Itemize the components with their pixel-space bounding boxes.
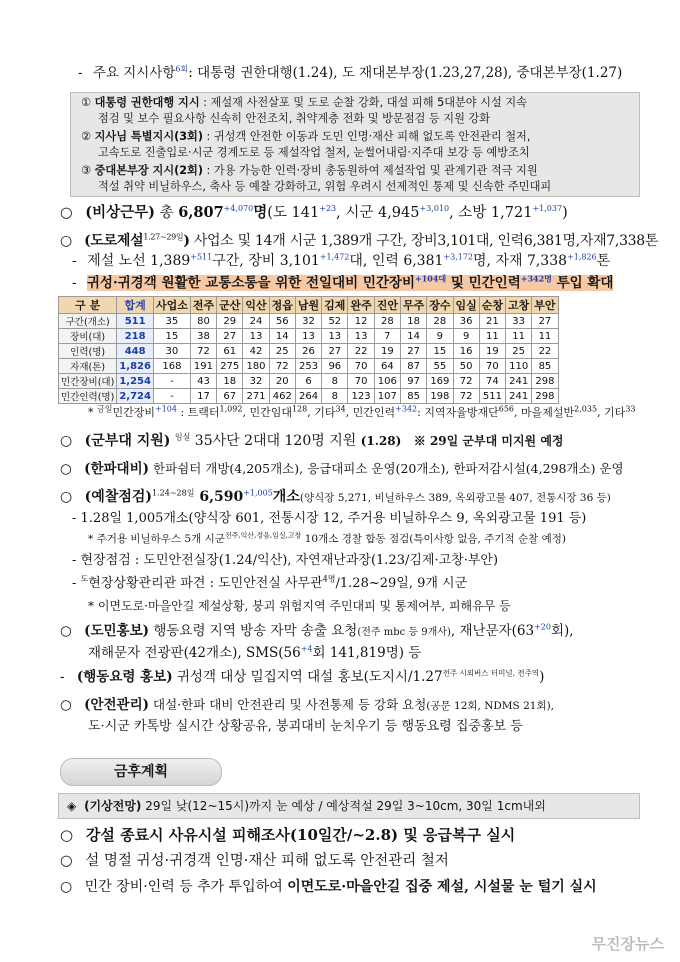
army-label: (군부대 지원) xyxy=(84,433,171,449)
footnote-text: : 지역자율방재단 xyxy=(417,406,499,419)
table-cell: 80 xyxy=(190,314,216,329)
table-cell: - xyxy=(153,389,190,404)
table-cell: 22 xyxy=(532,344,558,359)
table-cell: 32 xyxy=(295,314,321,329)
table-cell: 74 xyxy=(479,374,505,389)
total-cell: 1,254 xyxy=(117,374,154,389)
table-row xyxy=(59,329,559,344)
safety-line2: 도·시군 카톡방 실시간 상황공유, 붕괴대비 눈치우기 등 행동요령 집중홍보 등 xyxy=(88,719,523,734)
table-cell: 9 xyxy=(427,329,453,344)
table-cell: 13 xyxy=(322,329,348,344)
patrol-sub3-note: * 이면도로·마을안길 제설상황, 붕괴 위험지역 주민대피 및 통제여부, 피해유무 등 xyxy=(88,599,511,613)
sub3-text: 현장상황관리관 파견 : 도민안전실 사무관 xyxy=(88,576,323,591)
patrol-sub3 xyxy=(72,575,467,593)
table-cell: 18 xyxy=(400,314,426,329)
road-delta: +1,826 xyxy=(567,252,597,262)
note-text: * 주거용 비닐하우스 5개 시군 xyxy=(88,533,225,545)
table-cell: 180 xyxy=(243,359,269,374)
patrol-sub2: - 현장점검 : 도민안전실장(1.24/익산), 자연재난과장(1.23/김제·고창·부안) xyxy=(72,553,499,568)
table-cell: 30 xyxy=(153,344,190,359)
total-cell: 448 xyxy=(117,344,154,359)
safety-line xyxy=(60,696,554,715)
table-row xyxy=(59,389,559,404)
table-cell: 191 xyxy=(190,359,216,374)
future-text-bold: 이면도로·마을안길 집중 제설, 시설물 눈 털기 실시 xyxy=(287,879,597,895)
conduct-text: 귀성객 대상 밀집지역 대설 홍보(도지시/1.27 xyxy=(172,669,443,685)
highlight-delta: +342명 xyxy=(520,273,552,284)
directives-label: 주요 지시사항 xyxy=(92,65,176,81)
directive-text: : 제설재 사전살포 및 도로 순찰 강화, 대설 피해 5대분야 시설 지속 xyxy=(199,96,527,109)
road-delta: +1,472 xyxy=(319,252,350,262)
bullet: ○ xyxy=(60,879,73,895)
table-cell: 85 xyxy=(532,359,558,374)
table-cell: 11 xyxy=(479,329,505,344)
detail-delta: +1,037 xyxy=(532,204,563,214)
bullet: ○ xyxy=(60,233,72,249)
footnote-text: , 민간임대 xyxy=(242,406,292,419)
footnote-sup: 128 xyxy=(291,404,308,414)
table-cell: 42 xyxy=(243,344,269,359)
patrol-sub1-note xyxy=(88,530,566,548)
conduct-line xyxy=(60,668,544,686)
table-cell: 35 xyxy=(153,314,190,329)
bullet: ○ xyxy=(60,853,73,869)
diamond-icon: ◈ xyxy=(67,799,77,813)
bullet: - xyxy=(72,275,77,291)
table-cell: 70 xyxy=(348,359,374,374)
bullet: ○ xyxy=(60,461,72,477)
bullet: ○ xyxy=(60,623,72,639)
table-cell: 19 xyxy=(374,344,400,359)
table-cell: 13 xyxy=(295,329,321,344)
table-cell: 26 xyxy=(295,344,321,359)
table-cell: 298 xyxy=(532,389,558,404)
bullet: ○ xyxy=(60,697,72,713)
table-cell: 13 xyxy=(348,329,374,344)
table-header-cell: 합계 xyxy=(117,297,154,314)
directive-3-line2: 적설 취약 비닐하우스, 축사 등 예찰 강화하고, 위험 우려시 선제적인 통제 및 신속한 주민대피 xyxy=(98,180,552,193)
patrol-label: (예찰점검) xyxy=(84,489,153,505)
detail: ) xyxy=(562,205,568,221)
table-header-cell: 순창 xyxy=(479,297,505,314)
patrol-delta: +1,005 xyxy=(243,488,273,498)
road-delta: +3,172 xyxy=(443,252,474,262)
pr-delta: +4 xyxy=(300,644,313,654)
road-sub: 톤 xyxy=(596,253,611,269)
road-line xyxy=(60,232,658,250)
table-cell: 50 xyxy=(453,359,479,374)
total-cell: 2,724 xyxy=(117,389,154,404)
note-sup: 전주,익산,정읍,임실,고창 xyxy=(224,531,302,540)
row-label: 인력(명) xyxy=(59,344,117,359)
pr-text: 회 141,819명) 등 xyxy=(312,645,422,661)
table-cell: 52 xyxy=(322,314,348,329)
sub3-sup: 도 xyxy=(80,574,89,584)
table-cell: 14 xyxy=(269,329,295,344)
bullet: ○ xyxy=(60,826,74,844)
forecast-box xyxy=(58,793,640,819)
table-cell: 13 xyxy=(243,329,269,344)
table-cell: 169 xyxy=(427,374,453,389)
table-header-cell: 사업소 xyxy=(153,297,190,314)
table-cell: 28 xyxy=(374,314,400,329)
pr-text: 회), xyxy=(550,623,574,639)
table-cell: 33 xyxy=(506,314,532,329)
directive-2 xyxy=(81,129,530,145)
table-cell: 29 xyxy=(217,314,243,329)
road-delta: +511 xyxy=(190,252,213,262)
total-cell: 1,826 xyxy=(117,359,154,374)
bullet: - xyxy=(72,576,77,591)
table-row xyxy=(59,344,559,359)
table-cell: 462 xyxy=(269,389,295,404)
table-cell: 17 xyxy=(190,389,216,404)
directive-1 xyxy=(81,95,527,111)
road-text: 사업소 및 14개 시군 1,389개 구간, 장비3,101대, 인력6,381명,자재7,338톤 xyxy=(189,233,659,249)
footnote-sup: +104 xyxy=(154,404,177,414)
army-line xyxy=(60,432,564,450)
pr-label: (도민홍보) xyxy=(84,623,150,639)
table-cell: 7 xyxy=(374,329,400,344)
table-header-cell: 고창 xyxy=(506,297,532,314)
table-cell: 72 xyxy=(453,374,479,389)
table-cell: 168 xyxy=(153,359,190,374)
army-note: ※ 29일 군부대 미지원 예정 xyxy=(413,434,564,448)
future-item-1 xyxy=(60,826,515,844)
table-cell: 61 xyxy=(217,344,243,359)
bullet: ○ xyxy=(60,433,73,449)
table-header-cell: 부안 xyxy=(532,297,558,314)
table-cell: 25 xyxy=(269,344,295,359)
table-cell: 123 xyxy=(348,389,374,404)
table-cell: 198 xyxy=(427,389,453,404)
row-label: 자재(톤) xyxy=(59,359,117,374)
patrol-detail: (양식장 5,271, 비닐하우스 389, 옥외광고물 407, 전통시장 36 등) xyxy=(299,492,611,504)
table-header-cell: 남원 xyxy=(295,297,321,314)
pr-text: 재해문자 전광판(42개소), SMS(56 xyxy=(88,645,301,661)
table-cell: 24 xyxy=(243,314,269,329)
footnote-text: , 마을제설반 xyxy=(514,406,575,419)
conduct-end: ) xyxy=(539,669,545,685)
table-cell: 67 xyxy=(217,389,243,404)
footnote-sup: 금일 xyxy=(97,404,113,414)
table-footnote xyxy=(88,404,636,422)
table-cell: 27 xyxy=(532,314,558,329)
table-cell: 511 xyxy=(479,389,505,404)
table-cell: 11 xyxy=(532,329,558,344)
table-cell: 275 xyxy=(217,359,243,374)
emergency-label: (비상근무) xyxy=(85,204,156,221)
future-plan-title: 금후계획 xyxy=(60,758,222,786)
future-text: 민간 장비·인력 등 추가 투입하여 xyxy=(84,879,288,895)
future-text: 강설 종료시 사유시설 피해조사(10일간/~2.8) 및 응급복구 실시 xyxy=(85,826,516,844)
table-header-cell: 구 분 xyxy=(59,297,117,314)
row-label: 구간(개소) xyxy=(59,314,117,329)
forecast-label: (기상전망) xyxy=(84,799,142,813)
directives-heading xyxy=(78,64,622,82)
table-cell: 110 xyxy=(506,359,532,374)
bullet: ○ xyxy=(60,205,73,221)
table-cell: 253 xyxy=(295,359,321,374)
table-cell: 87 xyxy=(400,359,426,374)
table-cell: 22 xyxy=(348,344,374,359)
pr-small: (전주 mbc 등 9개사) xyxy=(357,627,451,638)
row-label: 민간장비(대) xyxy=(59,374,117,389)
directives-text: : 대통령 권한대행(1.24), 도 재대본부장(1.23,27,28), 중대본부장(1.27) xyxy=(188,65,623,81)
cold-line xyxy=(60,460,624,478)
safety-label: (안전관리) xyxy=(84,697,150,713)
table-cell: 56 xyxy=(269,314,295,329)
patrol-value: 6,590 xyxy=(194,489,244,505)
table-cell: 70 xyxy=(479,359,505,374)
footnote-sup: 33 xyxy=(625,404,636,414)
detail: (도 141 xyxy=(267,205,320,221)
road-period: 1.27~29일 xyxy=(143,232,184,242)
table-cell: 20 xyxy=(269,374,295,389)
total-unit: 명 xyxy=(253,204,268,221)
footnote-text: : 트랙터 xyxy=(176,406,220,419)
road-label-end: ) xyxy=(183,233,190,249)
total-cell: 511 xyxy=(117,314,154,329)
future-item-2 xyxy=(60,852,449,870)
detail: , 소방 1,721 xyxy=(449,205,533,221)
table-cell: 85 xyxy=(400,389,426,404)
table-cell: 271 xyxy=(243,389,269,404)
table-cell: 70 xyxy=(348,374,374,389)
road-sub: 구간, 장비 3,101 xyxy=(212,253,320,269)
sub3-sup: 4명 xyxy=(322,574,336,584)
table-cell: 11 xyxy=(506,329,532,344)
table-cell: 15 xyxy=(153,329,190,344)
future-item-3 xyxy=(60,878,597,896)
table-cell: 19 xyxy=(479,344,505,359)
army-text: 35사단 2대대 120명 지원 xyxy=(190,433,357,449)
table-header-cell: 임실 xyxy=(453,297,479,314)
table-cell: 25 xyxy=(506,344,532,359)
highlight-delta: +104대 xyxy=(415,273,447,284)
table-cell: 241 xyxy=(506,374,532,389)
footnote-sup: 34 xyxy=(335,404,346,414)
directive-title: 대통령 권한대행 지시 xyxy=(94,96,200,109)
table-cell: 64 xyxy=(374,359,400,374)
table-cell: 72 xyxy=(190,344,216,359)
patrol-sub1: - 1.28일 1,005개소(양식장 601, 전통시장 12, 주거용 비닐하우스 9, 옥외광고물 191 등) xyxy=(72,511,587,526)
pr-line xyxy=(60,622,574,642)
footnote-text: , 기타 xyxy=(597,406,626,419)
table-cell: 43 xyxy=(190,374,216,389)
table-row xyxy=(59,314,559,329)
table-cell: 27 xyxy=(400,344,426,359)
road-sub: 제설 노선 1,389 xyxy=(87,253,191,269)
directive-1-line2: 점검 및 보수 필요사항 신속히 안전조치, 취약계층 전화 및 방문점검 등 지원 강화 xyxy=(98,112,491,125)
table-header-cell: 김제 xyxy=(322,297,348,314)
footnote-star: * xyxy=(88,406,94,419)
emergency-line xyxy=(60,204,568,222)
table-cell: 27 xyxy=(322,344,348,359)
road-sub: 명, 자재 7,338 xyxy=(473,253,568,269)
table-cell: 107 xyxy=(374,389,400,404)
bullet: - xyxy=(78,65,83,81)
patrol-unit: 개소 xyxy=(272,489,300,505)
road-sub: 대, 인력 6,381 xyxy=(349,253,444,269)
table-cell: 21 xyxy=(479,314,505,329)
table-cell: 32 xyxy=(243,374,269,389)
table-cell: 15 xyxy=(427,344,453,359)
army-date: (1.28) xyxy=(360,434,402,448)
highlight-a: 귀성·귀경객 원활한 교통소통을 위한 전일대비 민간장비 xyxy=(86,275,416,291)
safety-text: 대설·한파 대비 안전관리 및 사전통제 등 강화 요청 xyxy=(149,697,427,712)
table-header-cell: 정읍 xyxy=(269,297,295,314)
directives-count: 6회 xyxy=(175,64,189,74)
bullet: - xyxy=(60,669,65,685)
table-cell: 264 xyxy=(295,389,321,404)
table-cell: 27 xyxy=(217,329,243,344)
directive-title: 지사님 특별지시(3회) xyxy=(94,130,203,143)
footnote-text: , 기타 xyxy=(307,406,336,419)
table-row xyxy=(59,359,559,374)
table-cell: 6 xyxy=(295,374,321,389)
patrol-line xyxy=(60,488,611,507)
directive-number: ① xyxy=(81,96,92,109)
table-cell: 14 xyxy=(400,329,426,344)
detail-delta: +3,010 xyxy=(419,204,450,214)
conduct-sup: 전주 시외버스 터미널, 전주역 xyxy=(442,668,540,678)
footnote-sup: 656 xyxy=(498,404,515,414)
footnote-text: 민간장비 xyxy=(112,406,155,419)
patrol-period: 1.24~28일 xyxy=(152,488,195,498)
table-cell: 8 xyxy=(322,374,348,389)
footnote-sup: +342 xyxy=(395,404,418,414)
highlight-c: 투입 확대 xyxy=(551,275,614,291)
watermark: 무진장뉴스 xyxy=(591,935,664,953)
directive-number: ② xyxy=(81,130,92,143)
road-label: (도로제설 xyxy=(84,233,144,249)
table-header-cell: 완주 xyxy=(348,297,374,314)
table-cell: 72 xyxy=(453,389,479,404)
table-header-cell: 진안 xyxy=(374,297,400,314)
pr-text: , 재난문자(63 xyxy=(450,623,535,639)
directive-2-line2: 고속도로 진출입로·시군 경계도로 등 제설작업 철저, 눈썰어내림·지주대 보강 등 예방조치 xyxy=(98,146,530,159)
total-cell: 218 xyxy=(117,329,154,344)
highlight-b: 및 민간인력 xyxy=(446,275,521,291)
table-cell: 16 xyxy=(453,344,479,359)
bullet: ○ xyxy=(60,489,73,505)
table-cell: 38 xyxy=(190,329,216,344)
pr-delta: +20 xyxy=(534,622,551,632)
road-sub-line xyxy=(72,252,610,270)
cold-text: 한파쉼터 개방(4,205개소), 응급대피소 운영(20개소), 한파저감시설(4,298개소) 운영 xyxy=(149,461,624,476)
directive-text: : 가용 가능한 인력·장비 총동원하여 제설작업 및 관계기관 적극 지원 xyxy=(202,164,538,177)
table-header-cell: 무주 xyxy=(400,297,426,314)
table-header-cell: 군산 xyxy=(217,297,243,314)
directive-title: 중대본부장 지시(2회) xyxy=(94,164,203,177)
footnote-text: , 민간인력 xyxy=(345,406,396,419)
conduct-label: (행동요령 홍보) xyxy=(76,669,173,685)
road-highlight-line xyxy=(72,274,613,292)
table-cell: 298 xyxy=(532,374,558,389)
table-cell: 97 xyxy=(400,374,426,389)
table-cell: 28 xyxy=(427,314,453,329)
table-cell: - xyxy=(153,374,190,389)
table-row xyxy=(59,374,559,389)
future-text: 설 명절 귀성·귀경객 인명·재산 피해 없도록 안전관리 철저 xyxy=(85,853,449,869)
sub3-text: /1.28~29일, 9개 시군 xyxy=(335,576,468,591)
total-value: 6,807 xyxy=(178,204,224,221)
directive-text: : 귀성객 안전한 이동과 도민 인명·재산 피해 없도록 안전관리 철저, xyxy=(202,130,531,143)
table-cell: 12 xyxy=(348,314,374,329)
total-delta: +4,070 xyxy=(223,204,254,214)
detail-delta: +23 xyxy=(319,204,337,214)
table-cell: 9 xyxy=(453,329,479,344)
road-table xyxy=(58,296,559,404)
table-cell: 241 xyxy=(506,389,532,404)
footnote-sup: 1,092 xyxy=(219,404,243,414)
table-cell: 96 xyxy=(322,359,348,374)
directive-3 xyxy=(81,163,538,179)
detail: , 시군 4,945 xyxy=(336,205,420,221)
table-cell: 72 xyxy=(269,359,295,374)
directive-number: ③ xyxy=(81,164,92,177)
table-cell: 8 xyxy=(322,389,348,404)
table-header-row xyxy=(59,297,559,314)
table-cell: 106 xyxy=(374,374,400,389)
cold-label: (한파대비) xyxy=(84,461,150,477)
highlight-text xyxy=(87,275,614,291)
safety-small: (공문 12회, NDMS 21회), xyxy=(426,700,555,712)
pr-line2 xyxy=(88,644,421,662)
note-text: 10개소 경찰 합동 점검(특이사항 없음, 주기적 순찰 예정) xyxy=(301,533,566,545)
footnote-sup: 2,035 xyxy=(574,404,598,414)
row-label: 민간인력(명) xyxy=(59,389,117,404)
row-label: 장비(대) xyxy=(59,329,117,344)
table-cell: 36 xyxy=(453,314,479,329)
directives-box xyxy=(70,92,640,197)
table-cell: 55 xyxy=(427,359,453,374)
total-prefix: 총 xyxy=(159,205,174,221)
bullet: - xyxy=(72,253,77,269)
army-pre: 임실 xyxy=(174,432,191,442)
table-cell: 18 xyxy=(217,374,243,389)
table-header-cell: 장수 xyxy=(427,297,453,314)
pr-text: 행동요령 지역 방송 자막 송출 요청 xyxy=(149,623,358,639)
table-header-cell: 익산 xyxy=(243,297,269,314)
table-header-cell: 전주 xyxy=(190,297,216,314)
forecast-text: 29일 낮(12~15시)까지 눈 예상 / 예상적설 29일 3~10cm, 30일 1cm내외 xyxy=(141,799,546,813)
